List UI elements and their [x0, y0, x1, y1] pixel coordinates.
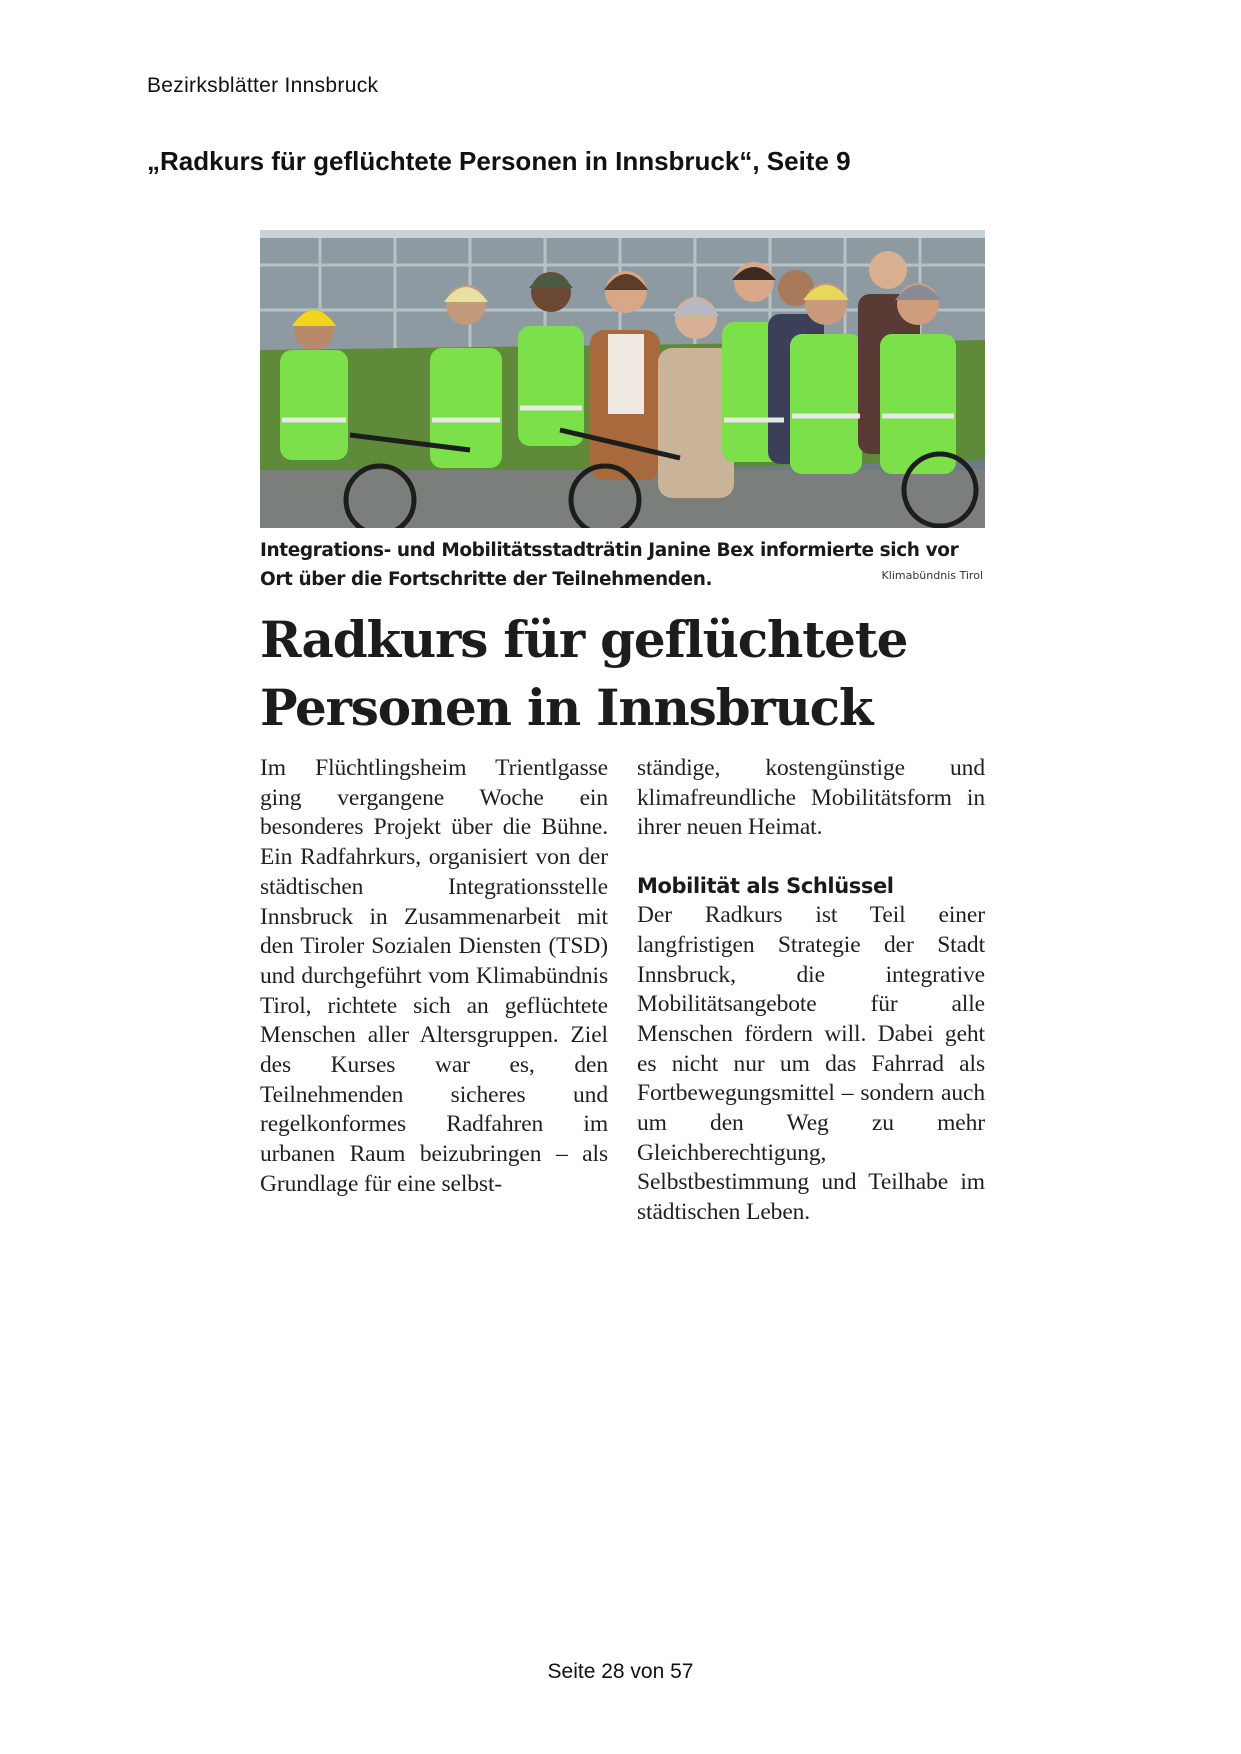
column-left [260, 754, 608, 1228]
publication-source: Bezirksblätter Innsbruck [147, 74, 379, 97]
article-subheading: Mobilität als Schlüssel [637, 874, 894, 899]
group-photo [260, 230, 985, 528]
article-headline: Radkurs für geflüchtete Personen in Innsbruck [260, 610, 908, 737]
body-paragraph-1: Im Flüchtlingsheim Trientlgasse ging vergangene Woche ein besonderes Projekt über die Bühne. Ein Radfahrkurs, organisiert von der städtischen Integrationsstelle Innsbruck in Zusammenarbeit mit den Tiroler Sozialen Diensten (TSD) und durchgeführt vom Klimabündnis Tirol, richtete sich an geflüchtete Menschen aller Altersgruppen. Ziel des Kurses war es, den Teilnehmenden sicheres und regelkonformes Radfahren im urbanen Raum beizubringen – als Grundlage für eine selbst- [260, 755, 608, 1197]
article-body [260, 754, 985, 1228]
column-right [637, 754, 985, 1228]
photo-illustration [260, 230, 985, 528]
newspaper-clipping [260, 230, 985, 1228]
caption-text: Integrations- und Mobilitätsstadträtin Janine Bex informierte sich vor Ort über die Fortschritte der Teilnehmenden. [260, 540, 959, 590]
photo-credit: Klimabündnis Tirol [881, 569, 983, 582]
page-number: Seite 28 von 57 [547, 1660, 694, 1683]
document-title: „Radkurs für geflüchtete Personen in Innsbruck“, Seite 9 [147, 146, 851, 176]
body-paragraph-3: Der Radkurs ist Teil einer langfristigen Strategie der Stadt Innsbruck, die integrative Mobilitätsangebote für alle Menschen fördern will. Dabei geht es nicht nur um das Fahrrad als Fortbewegungsmittel – sondern auch um den Weg zu mehr Gleichberechtigung, Selbstbestimmung und Teilhabe im städtischen Leben. [637, 902, 985, 1226]
photo-caption [260, 536, 985, 594]
body-paragraph-2: ständige, kostengünstige und klimafreundliche Mobilitätsform in ihrer neuen Heimat. [637, 755, 985, 841]
